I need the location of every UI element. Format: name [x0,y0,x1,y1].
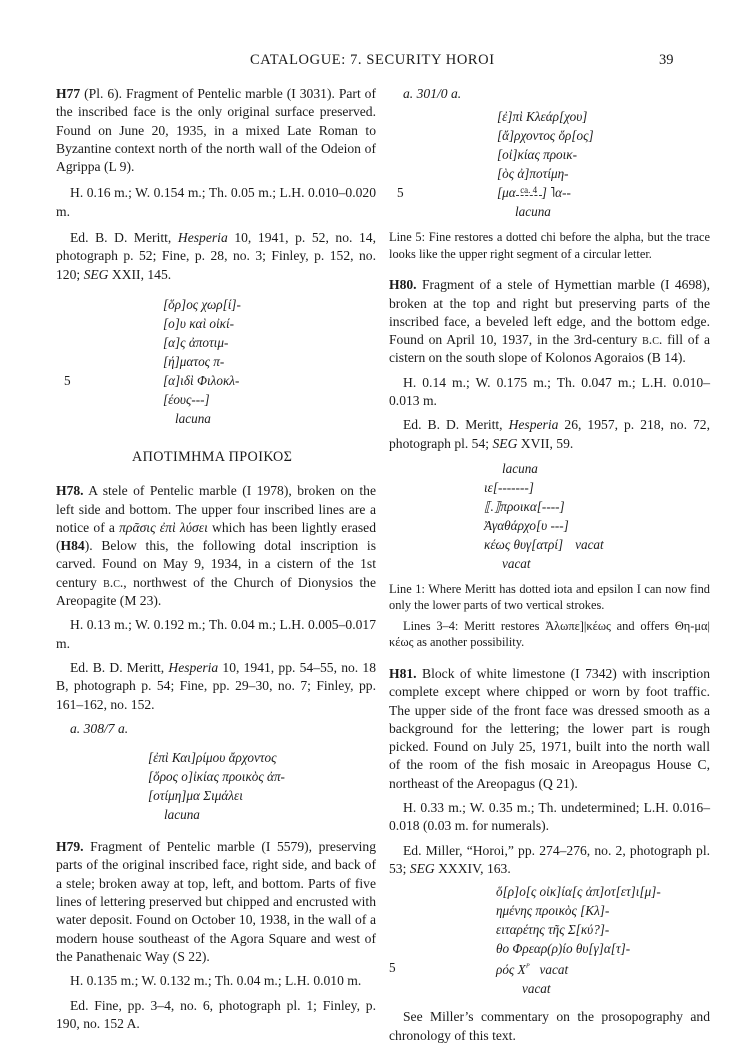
h79-line5-ca: ca. 4 [516,186,542,196]
h79-edition: Ed. Fine, pp. 3–4, no. 6, photograph pl. 1; Finley, p. 190, no. 152 A. [56,997,376,1031]
h81-insc-line: θο Φρεαρ(ρ)ίο θυ[γ]α[τ]- [496,941,631,957]
h80-vacat-inline: vacat [575,536,604,552]
h80-insc-line: ⟦.⟧προικα[----] [484,498,565,514]
h78-inscription [56,748,376,824]
h78-ed-journal: Hesperia [168,659,219,675]
h80-ed-c: XVII, 59. [517,435,574,451]
h79-note: Line 5: Fine restores a dotted chi before the alpha, but the trace looks like the upper right segment of a circular letter. [389,230,710,261]
section-heading: ΑΠΟΤΙΜΗΜΑ ΠΡΟΙΚΟΣ [132,448,293,465]
h80-insc-line-text: κέως θυγ[ατρί] [484,536,564,552]
h80-insc-line: Ἀγαθάρχο[υ ---] [484,517,569,533]
h77-inscription [56,295,376,428]
h80-ed-seg: SEG [492,435,518,451]
h78-ed-a: Ed. B. D. Meritt, [70,659,169,675]
h77-ed-journal: Hesperia [177,230,228,246]
h78-ed-b: 10, 1941, pp. 54–55, no. 18 B, photograph p. 54; Fine, pp. 29–30, no. 7; Finley, pp. 161–162, no. 152. [56,659,376,712]
h77-dimensions: H. 0.16 m.; W. 0.154 m.; Th. 0.05 m.; L.H. 0.010–0.020 m. [56,185,376,219]
h81-numeral-mark: ᴾ [525,962,530,974]
h81-ed-b: XXXIV, 163. [434,860,511,876]
h77-desc-text: (Pl. 6). Fragment of Pentelic marble (I 3031). Part of the inscribed face is the only original surface preserved. Found on June 20, 1935, in a mixed Late Roman to Byzantine context north of the north wall of the Odeion of Agrippa (L 9). [56,86,376,175]
h77-ed-a: Ed. B. D. Meritt, [70,230,178,246]
h77-ed-b: 10, 1941, p. 52, no. 14, photograph p. 52; Fine, p. 28, no. 3; Finley, p. 152, no. 120; [56,230,377,282]
h81-line-number: 5 [389,960,396,976]
h77-edition [56,229,376,284]
h81-ed-seg: SEG [409,860,435,876]
left-column [56,80,376,1033]
h81-dimensions: H. 0.33 m.; W. 0.35 m.; Th. undetermined; L.H. 0.016–0.018 (0.03 m. for numerals). [389,800,710,834]
h78-lacuna: lacuna [164,807,200,823]
h77-insc-line: [ο]υ καὶ οἰκί- [163,315,235,331]
h77-insc-line: [α]ς ἀποτιμ- [163,334,229,350]
h80-vacat: vacat [502,555,531,571]
h77-insc-line: [ή]ματος π- [163,353,225,369]
h78-desc-greek: πρᾶσις ἐπὶ λύσει [119,519,208,535]
h81-inscription [389,882,710,998]
h79-insc-line [397,183,710,202]
h81-line5-text: ρός Χ [496,962,526,978]
h78-desc-ref: H84 [60,538,85,554]
h81-line5-vacat: vacat [539,962,569,978]
h79-line-number: 5 [397,185,404,201]
h81-commentary: See Miller’s commentary on the prosopography and chronology of this text. [389,1009,710,1043]
h77-id: H77 [56,86,81,101]
h80-ed-journal: Hesperia [508,417,559,433]
h79-dimensions: H. 0.135 m.; W. 0.132 m.; Th. 0.04 m.; L.H. 0.010 m. [70,973,362,989]
h80-insc-line [484,535,710,554]
h78-edition [56,659,376,714]
h80-desc-b: fill of a cistern on the south slope of Kolonos Agoraios (B 14). [389,332,710,366]
h78-desc-a: A stele of Pentelic marble (I 1978), broken on the left side and bottom. The upper four inscribed lines are a notice of a [56,483,376,535]
h79-inscription [389,107,710,221]
h77-insc-line-text: [α]ιδὶ Φιλοκλ- [163,372,240,388]
h81-id: H81. [389,665,417,681]
h80-note-2: Lines 3–4: Meritt restores Ἀλωπε]|κέως and offers Θη-μα|κέως as another possibility. [389,618,710,650]
h79-insc-line: [ἐ]πὶ Κλεάρ[χου] [497,109,588,125]
h79-lacuna: lacuna [515,204,551,220]
h79-desc-text: Fragment of Pentelic marble (I 5579), preserving parts of the original inscribed face, right side, and back of a stele; broken away at top, left, and bottom. Parts of five lines of lettering preserved but chipped and encrusted with water deposit. Found on October 10, 1938, in the wall of a modern house southeast of the Agora Square and west of the Panathenaic Way (S 22). [56,839,376,964]
h80-edition [389,416,710,453]
h78-id: H78. [56,483,84,499]
h81-insc-line [389,958,710,979]
h79-insc-line: [οἰ]κίας προικ- [497,147,578,163]
h80-lacuna-top: lacuna [502,460,538,476]
h79-line5-end: ] ˥α-- [541,185,571,201]
h78-insc-line: [οτίμη]μα Σιμάλει [148,788,243,804]
h78-insc-line: [ὅρος ο]ἰκίας προικὸς ἀπ- [148,769,285,785]
h77-ed-seg: SEG [83,266,109,282]
h78-description [56,482,376,610]
h79-insc-line: [ἄ]ρχοντος ὅρ[ος] [497,128,594,144]
h80-ed-b: 26, 1957, p. 218, no. 72, photograph pl. 54; [389,417,710,451]
h77-lacuna: lacuna [175,410,211,426]
h78-desc-b: which has been lightly erased ( [56,519,376,554]
h77-description [56,85,376,176]
h79-insc-line: [ὸς ἀ]ποτίμη- [497,166,569,182]
h77-ed-c: XXII, 145. [108,266,172,282]
h77-insc-line: [έους---] [163,391,210,407]
h80-note-1: Line 1: Where Meritt has dotted iota and epsilon I can now find only the lower parts of two vertical strokes. [389,581,710,613]
h80-desc-bc: b.c. [642,332,663,348]
h80-inscription [389,459,710,573]
h81-insc-line: ὅ[ρ]ο[ς οἰκ]ία[ς ἀπ]οτ[ετ]ι[μ]- [496,884,661,900]
page-number: 39 [659,52,674,68]
h81-insc-line: ημένης προικὸς [Κλ]- [496,903,610,919]
h81-desc-text: Block of white limestone (I 7342) with inscription complete except where chipped or worn by foot traffic. The upper side of the front face was dressed smooth as a background for the lettering; the lower part is rough picked. Found on July 25, 1971, built into the north wall of the room of the fish mosaic in Areopagus House C, northeast of the Areopagus (Q 21). [389,665,710,791]
h81-vacat: vacat [522,981,551,997]
h78-date: a. 308/7 a. [70,720,129,736]
h80-ed-a: Ed. B. D. Meritt, [403,417,509,433]
h80-dimensions: H. 0.14 m.; W. 0.175 m.; Th. 0.047 m.; L.H. 0.010–0.013 m. [389,374,710,409]
h77-insc-line: [ὅρ]ος χωρ[ί]- [163,296,241,312]
h80-insc-line: ιε[-------] [484,479,534,495]
h80-desc-a: Fragment of a stele of Hymettian marble (I 4698), broken at the top and right but preserving parts of the inscribed face, a beveled left edge, and the bottom edge. Found on April 10, 1937, in the 3rd-century [389,277,710,348]
h78-dimensions: H. 0.13 m.; W. 0.192 m.; Th. 0.04 m.; L.H. 0.005–0.017 m. [56,617,376,651]
running-title: CATALOGUE: 7. SECURITY HOROI [250,52,495,68]
h81-ed-a: Ed. Miller, “Horoi,” pp. 274–276, no. 2, photograph pl. 53; [389,842,710,876]
h81-description [389,665,710,793]
h78-desc-c: ). Below this, the following dotal inscription is carved. Found on May 9, 1934, in a cistern of the 1st century [56,538,376,590]
h80-description [389,276,710,367]
h77-insc-line [64,371,376,390]
h78-desc-bc: b.c. [103,574,124,590]
h77-line-number: 5 [64,372,71,388]
h81-edition [389,842,710,879]
h78-desc-d: , northwest of the Church of Dionysios the Areopagite (M 23). [56,574,376,609]
h78-insc-line: [ἐπὶ Και]ρίμου ἄρχοντος [148,750,277,766]
h80-id: H80. [389,277,417,293]
h81-insc-line: ειταρέτης τῆς Σ[κύ?]- [496,922,610,938]
h79-id: H79. [56,839,84,855]
h79-description [56,838,376,966]
h79-date: a. 301/0 a. [403,86,462,101]
right-column [389,80,710,1045]
h79-line5-start: [μα [497,185,516,201]
